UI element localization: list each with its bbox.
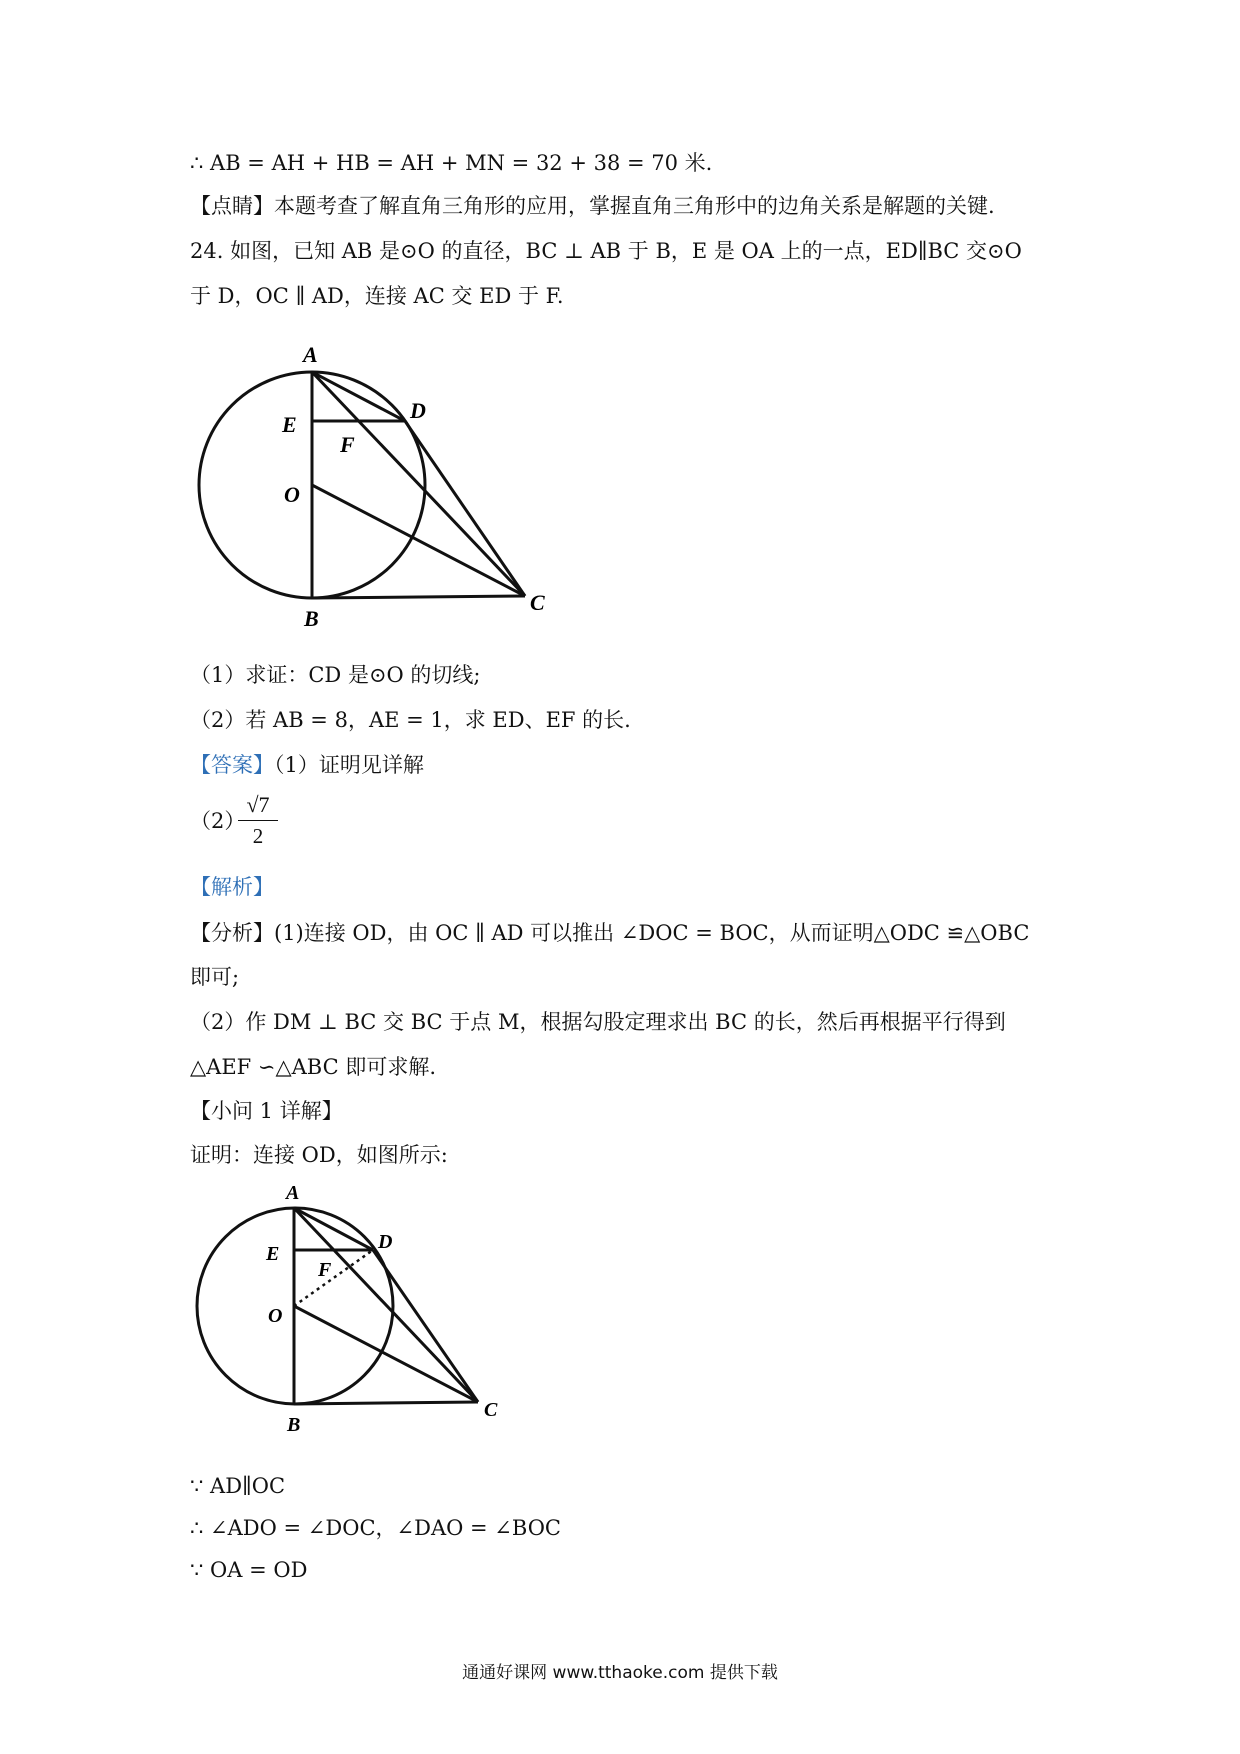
answer-2-fraction <box>238 790 278 851</box>
problem-statement: 于 D，OC ∥ AD，连接 AC 交 ED 于 F. <box>190 284 564 308</box>
text-line: ∴ AB = AH + HB = AH + MN = 32 + 38 = 70 米. <box>190 151 713 175</box>
label-D: D <box>410 398 426 423</box>
label-F: F <box>318 1259 332 1281</box>
label-O: O <box>268 1305 283 1327</box>
label-E: E <box>266 1243 280 1265</box>
label-F: F <box>340 432 355 457</box>
label-C: C <box>530 590 545 615</box>
label-B: B <box>304 606 319 630</box>
label-B: B <box>287 1414 301 1436</box>
analysis-line: 即可; <box>190 965 240 989</box>
fraction-denominator: 2 <box>252 824 264 848</box>
proof-line: ∴ ∠ADO = ∠DOC，∠DAO = ∠BOC <box>190 1516 561 1540</box>
proof-line: ∵ OA = OD <box>190 1558 308 1582</box>
fraction-numerator: √7 <box>238 790 278 821</box>
answer-tag: 【答案】 <box>190 753 274 777</box>
sub-question-heading: 【小问 1 详解】 <box>190 1099 343 1123</box>
analysis-line: 【分析】(1)连接 OD，由 OC ∥ AD 可以推出 ∠DOC = BOC，从而证明△ODC ≌△OBC <box>190 921 1030 945</box>
label-D: D <box>378 1231 393 1253</box>
footer-source: 通通好课网 www.tthaoke.com 提供下载 <box>462 1663 778 1683</box>
analysis-tag: 【解析】 <box>190 875 274 899</box>
label-A: A <box>286 1182 300 1204</box>
geometry-figure-2 <box>190 1175 510 1445</box>
label-C: C <box>484 1399 498 1421</box>
geometry-figure-1 <box>190 330 570 630</box>
label-A: A <box>303 342 318 367</box>
analysis-line: △AEF ∽△ABC 即可求解. <box>190 1055 437 1079</box>
label-E: E <box>282 412 297 437</box>
answer-line <box>190 750 424 780</box>
proof-line: ∵ AD∥OC <box>190 1474 286 1498</box>
label-O: O <box>284 482 300 507</box>
question-2: （2）若 AB = 8，AE = 1，求 ED、EF 的长. <box>190 708 631 732</box>
question-1: （1）求证：CD 是⊙O 的切线; <box>190 663 481 687</box>
text-line: 【点睛】本题考查了解直角三角形的应用，掌握直角三角形中的边角关系是解题的关键. <box>190 194 995 218</box>
proof-intro: 证明：连接 OD，如图所示: <box>190 1143 448 1167</box>
analysis-line: （2）作 DM ⊥ BC 交 BC 于点 M，根据勾股定理求出 BC 的长，然后再根据平行得到 <box>190 1010 1006 1034</box>
answer-2-prefix: （2） <box>190 809 246 833</box>
problem-statement: 24. 如图，已知 AB 是⊙O 的直径，BC ⊥ AB 于 B，E 是 OA 上的一点，ED∥BC 交⊙O <box>190 239 1022 263</box>
answer-1: （1）证明见详解 <box>274 753 424 777</box>
